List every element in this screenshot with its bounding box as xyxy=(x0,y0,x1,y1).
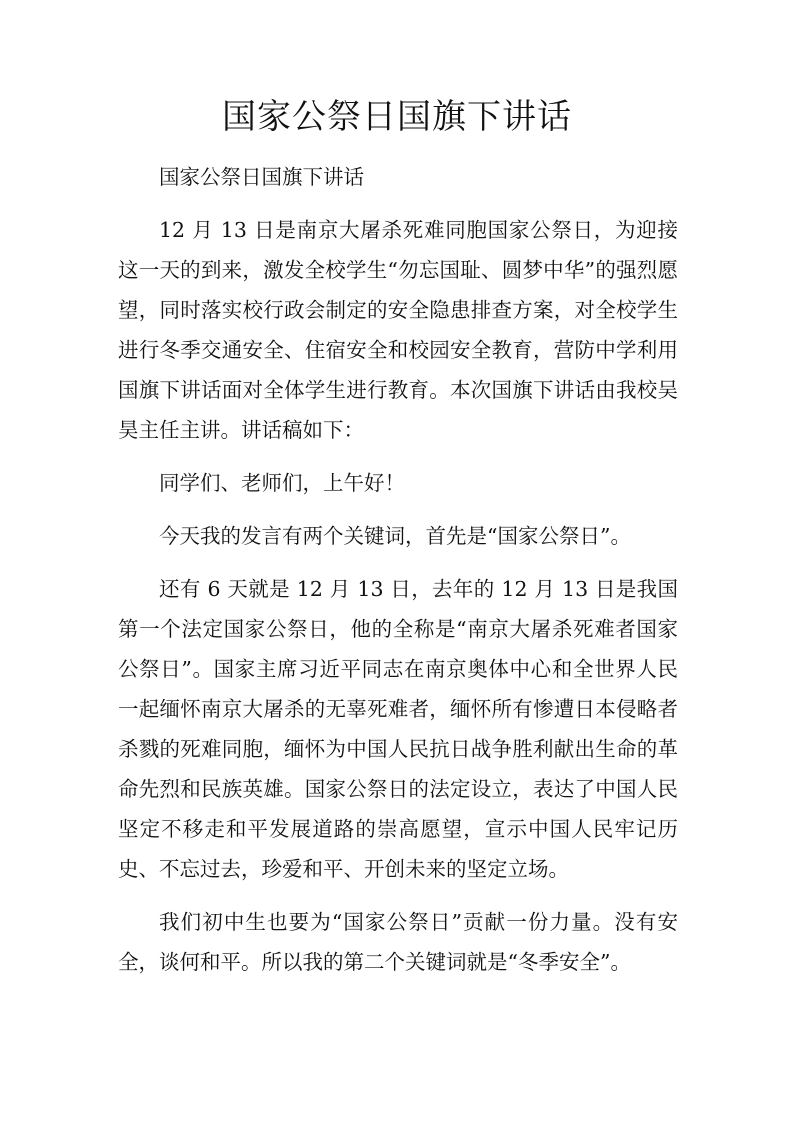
paragraph-keyword-two: 我们初中生也要为“国家公祭日”贡献一份力量。没有安全，谈何和平。所以我的第二个关键词就是“冬季安全”。 xyxy=(118,910,678,974)
document-body xyxy=(118,157,678,995)
document-title: 国家公祭日国旗下讲话 xyxy=(222,97,572,137)
paragraph-intro: 12 月 13 日是南京大屠杀死难同胞国家公祭日，为迎接这一天的到来，激发全校学生“勿忘国耻、圆梦中华”的强烈愿望，同时落实校行政会制定的安全隐患排查方案，对全校学生进行冬季交通安全、住宿安全和校园安全教育，营防中学利用国旗下讲话面对全体学生进行教育。本次国旗下讲话由我校吴昊主任主讲。讲话稿如下： xyxy=(118,218,678,442)
paragraph-greeting: 同学们、老师们，上午好！ xyxy=(159,471,405,495)
paragraph-keyword-one: 今天我的发言有两个关键词，首先是“国家公祭日”。 xyxy=(159,524,631,548)
paragraph-memorial-day: 还有 6 天就是 12 月 13 日，去年的 12 月 13 日是我国第一个法定国家公祭日，他的全称是“南京大屠杀死难者国家公祭日”。国家主席习近平同志在南京奥体中心和全世界人民一起缅怀南京大屠杀的无辜死难者，缅怀所有惨遭日本侵略者杀戮的死难同胞，缅怀为中国人民抗日战争胜利献出生命的革命先烈和民族英雄。国家公祭日的法定设立，表达了中国人民坚定不移走和平发展道路的崇高愿望，宣示中国人民牢记历史、不忘过去，珍爱和平、开创未来的坚定立场。 xyxy=(118,577,678,881)
paragraph-subtitle: 国家公祭日国旗下讲话 xyxy=(159,165,364,189)
